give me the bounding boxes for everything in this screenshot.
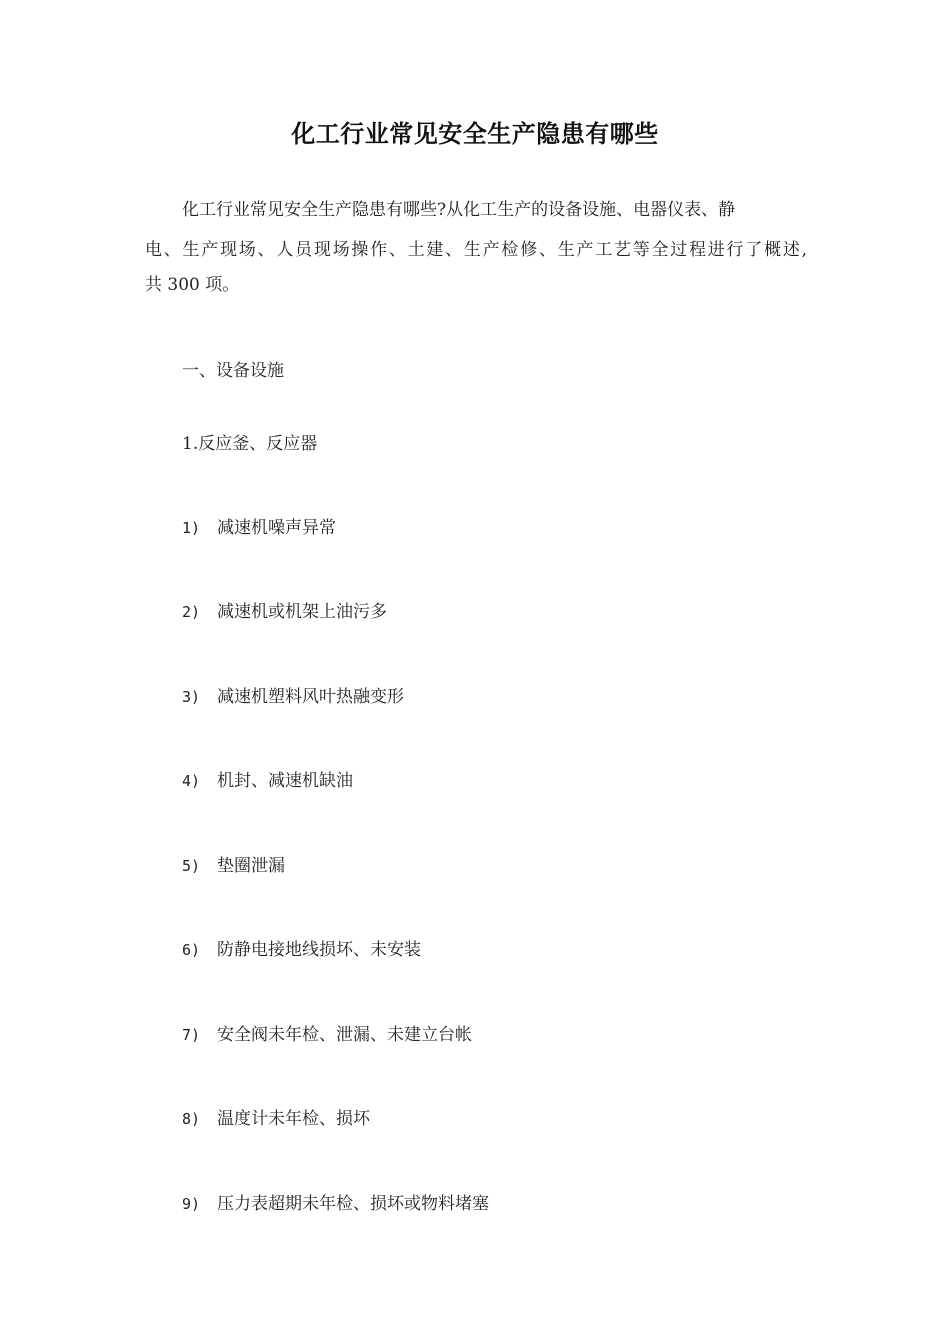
list-item-number: 6) [182, 941, 201, 959]
list-item-number: 7) [182, 1026, 201, 1044]
list-item-text: 温度计未年检、损坏 [217, 1109, 370, 1129]
intro-paragraph [145, 190, 807, 300]
document-title: 化工行业常见安全生产隐患有哪些 [291, 120, 659, 148]
list-item-number: 1) [182, 519, 201, 537]
list-item [182, 1189, 489, 1214]
list-item-number: 3) [182, 688, 201, 706]
list-item-number: 8) [182, 1110, 201, 1128]
section-heading: 一、设备设施 [182, 361, 284, 381]
list-item [182, 682, 404, 707]
list-item-text: 减速机噪声异常 [217, 518, 336, 538]
subsection-heading: 1.反应釜、反应器 [182, 434, 318, 454]
intro-line-3: 共 300 项。 [145, 275, 240, 295]
list-item [182, 851, 285, 876]
list-item-text: 减速机塑料风叶热融变形 [217, 687, 404, 707]
intro-line-1: 化工行业常见安全生产隐患有哪些?从化工生产的设备设施、电器仪表、静 [182, 200, 736, 220]
list-item-number: 2) [182, 603, 201, 621]
intro-line-2: 电、生产现场、人员现场操作、土建、生产检修、生产工艺等全过程进行了概述, [145, 240, 807, 260]
list-item [182, 1020, 472, 1045]
list-item [182, 935, 421, 960]
list-item-text: 安全阀未年检、泄漏、未建立台帐 [217, 1025, 472, 1045]
list-item [182, 766, 353, 791]
list-item [182, 597, 387, 622]
list-item-number: 5) [182, 857, 201, 875]
list-item [182, 513, 336, 538]
list-item-text: 垫圈泄漏 [217, 856, 285, 876]
list-item-text: 压力表超期未年检、损坏或物料堵塞 [217, 1194, 489, 1214]
list-item [182, 1104, 370, 1129]
list-item-number: 9) [182, 1195, 201, 1213]
list-item-text: 防静电接地线损坏、未安装 [217, 940, 421, 960]
list-item-text: 机封、减速机缺油 [217, 771, 353, 791]
list-item-number: 4) [182, 772, 201, 790]
list-item-text: 减速机或机架上油污多 [217, 602, 387, 622]
